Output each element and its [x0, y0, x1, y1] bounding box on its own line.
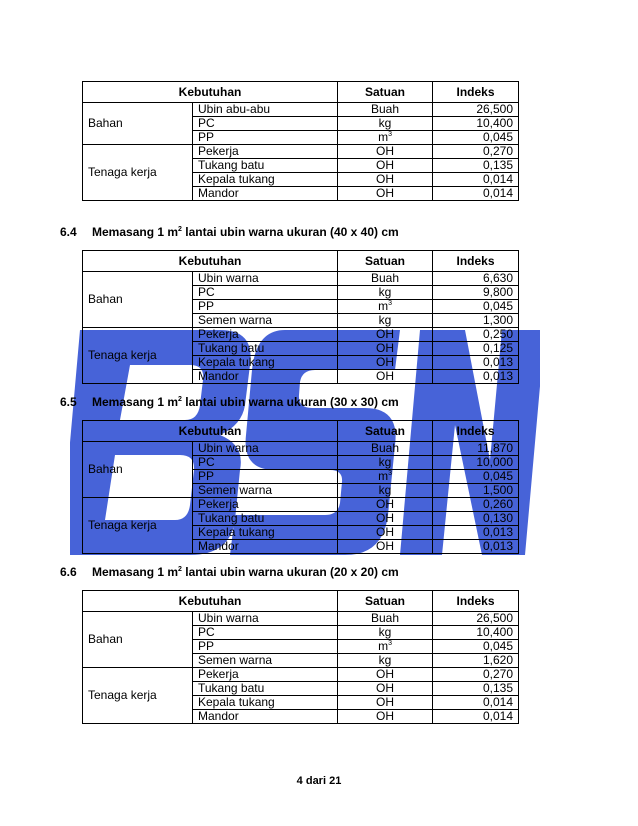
unit-text: OH: [376, 681, 395, 695]
item-index: 0,250: [433, 328, 519, 342]
section-title-sup: 2: [178, 226, 182, 233]
item-unit: [338, 640, 433, 654]
item-index: 0,014: [433, 710, 519, 724]
section-number: 6.4: [60, 225, 77, 239]
unit-text: Buah: [371, 611, 400, 625]
item-name: Kepala tukang: [193, 526, 338, 540]
header-satuan: Satuan: [338, 82, 433, 103]
item-index: 0,014: [433, 187, 519, 201]
table-row: [83, 442, 519, 456]
item-name: PC: [193, 286, 338, 300]
header-kebutuhan: Kebutuhan: [83, 421, 338, 442]
item-unit: [338, 498, 433, 512]
item-index: 9,800: [433, 286, 519, 300]
requirement-table-20x20: [82, 590, 519, 724]
requirement-table-30x30: [82, 420, 519, 554]
item-name: Mandor: [193, 710, 338, 724]
section-title-post: lantai ubin warna ukuran (40 x 40) cm: [181, 225, 399, 239]
unit-text: OH: [376, 158, 395, 172]
item-name: Pekerja: [193, 328, 338, 342]
page-number: 4 dari 21: [296, 775, 342, 787]
item-index: 0,260: [433, 498, 519, 512]
item-name: Tukang batu: [193, 512, 338, 526]
table-header-row: [83, 82, 519, 103]
requirement-table-40x40: [82, 250, 519, 384]
item-name: Kepala tukang: [193, 696, 338, 710]
header-satuan: Satuan: [338, 421, 433, 442]
unit-superscript: 3: [388, 470, 392, 477]
item-unit: [338, 612, 433, 626]
item-name: Kepala tukang: [193, 356, 338, 370]
table-row: [83, 612, 519, 626]
item-name: Semen warna: [193, 654, 338, 668]
item-index: 0,013: [433, 526, 519, 540]
table-row: [83, 328, 519, 342]
header-satuan: Satuan: [338, 591, 433, 612]
item-index: 10,400: [433, 626, 519, 640]
unit-text: kg: [378, 653, 392, 667]
item-unit: [338, 540, 433, 554]
item-name: Ubin warna: [193, 612, 338, 626]
item-name: PC: [193, 456, 338, 470]
section-heading-6-4: [60, 225, 399, 239]
unit-text: Buah: [371, 441, 400, 455]
unit-text: OH: [376, 695, 395, 709]
category-tenaga-kerja: Tenaga kerja: [83, 145, 193, 201]
item-name: PC: [193, 117, 338, 131]
unit-text: Buah: [371, 102, 400, 116]
item-unit: [338, 272, 433, 286]
item-name: Mandor: [193, 370, 338, 384]
unit-text: OH: [376, 144, 395, 158]
category-bahan: Bahan: [83, 103, 193, 145]
item-unit: [338, 526, 433, 540]
item-index: 0,045: [433, 131, 519, 145]
item-name: Pekerja: [193, 498, 338, 512]
item-index: 0,014: [433, 173, 519, 187]
header-kebutuhan: Kebutuhan: [83, 251, 338, 272]
item-unit: [338, 314, 433, 328]
unit-superscript: 3: [388, 640, 392, 647]
item-index: 0,270: [433, 668, 519, 682]
header-indeks: Indeks: [433, 251, 519, 272]
item-unit: [338, 173, 433, 187]
item-unit: [338, 117, 433, 131]
unit-text: kg: [378, 625, 392, 639]
item-name: Pekerja: [193, 145, 338, 159]
item-unit: [338, 682, 433, 696]
item-index: 0,013: [433, 370, 519, 384]
category-bahan: Bahan: [83, 272, 193, 328]
item-name: Ubin warna: [193, 272, 338, 286]
unit-text: m: [378, 130, 389, 144]
category-tenaga-kerja: Tenaga kerja: [83, 498, 193, 554]
unit-text: OH: [376, 539, 395, 553]
section-title-pre: Memasang 1 m: [92, 225, 179, 239]
item-unit: [338, 328, 433, 342]
unit-text: OH: [376, 369, 395, 383]
item-name: Semen warna: [193, 314, 338, 328]
item-index: 6,630: [433, 272, 519, 286]
item-index: 0,013: [433, 356, 519, 370]
header-satuan: Satuan: [338, 251, 433, 272]
unit-text: OH: [376, 525, 395, 539]
item-name: Tukang batu: [193, 682, 338, 696]
item-name: Ubin abu-abu: [193, 103, 338, 117]
item-index: 0,045: [433, 300, 519, 314]
unit-text: OH: [376, 327, 395, 341]
header-kebutuhan: Kebutuhan: [83, 82, 338, 103]
item-index: 0,135: [433, 159, 519, 173]
unit-text: OH: [376, 667, 395, 681]
item-unit: [338, 159, 433, 173]
item-unit: [338, 442, 433, 456]
unit-text: m: [378, 639, 389, 653]
section-title-pre: Memasang 1 m: [92, 395, 179, 409]
header-kebutuhan: Kebutuhan: [83, 591, 338, 612]
item-unit: [338, 356, 433, 370]
item-name: Tukang batu: [193, 342, 338, 356]
unit-text: OH: [376, 355, 395, 369]
table-header-row: [83, 591, 519, 612]
section-title-sup: 2: [178, 566, 182, 573]
item-index: 1,620: [433, 654, 519, 668]
table-header-row: [83, 251, 519, 272]
item-index: 0,135: [433, 682, 519, 696]
item-index: 10,000: [433, 456, 519, 470]
item-unit: [338, 654, 433, 668]
item-index: 1,500: [433, 484, 519, 498]
item-unit: [338, 696, 433, 710]
category-tenaga-kerja: Tenaga kerja: [83, 668, 193, 724]
item-unit: [338, 456, 433, 470]
item-index: 0,045: [433, 470, 519, 484]
item-index: 10,400: [433, 117, 519, 131]
item-name: PC: [193, 626, 338, 640]
section-title-post: lantai ubin warna ukuran (30 x 30) cm: [181, 395, 399, 409]
table-row: [83, 145, 519, 159]
category-tenaga-kerja: Tenaga kerja: [83, 328, 193, 384]
item-name: PP: [193, 640, 338, 654]
item-unit: [338, 300, 433, 314]
table-row: [83, 668, 519, 682]
item-unit: [338, 512, 433, 526]
unit-text: OH: [376, 186, 395, 200]
item-name: PP: [193, 470, 338, 484]
unit-superscript: 3: [388, 131, 392, 138]
unit-text: OH: [376, 709, 395, 723]
unit-text: Buah: [371, 271, 400, 285]
item-index: 1,300: [433, 314, 519, 328]
item-unit: [338, 187, 433, 201]
item-index: 11,870: [433, 442, 519, 456]
header-indeks: Indeks: [433, 421, 519, 442]
item-name: Semen warna: [193, 484, 338, 498]
section-number: 6.6: [60, 565, 77, 579]
section-number: 6.5: [60, 395, 77, 409]
item-name: Ubin warna: [193, 442, 338, 456]
item-index: 0,014: [433, 696, 519, 710]
item-index: 0,045: [433, 640, 519, 654]
item-unit: [338, 484, 433, 498]
unit-text: OH: [376, 497, 395, 511]
item-unit: [338, 626, 433, 640]
item-unit: [338, 710, 433, 724]
table-header-row: [83, 421, 519, 442]
item-unit: [338, 470, 433, 484]
item-index: 0,270: [433, 145, 519, 159]
section-title-post: lantai ubin warna ukuran (20 x 20) cm: [181, 565, 399, 579]
item-name: Tukang batu: [193, 159, 338, 173]
header-indeks: Indeks: [433, 82, 519, 103]
item-index: 26,500: [433, 612, 519, 626]
category-bahan: Bahan: [83, 442, 193, 498]
unit-text: kg: [378, 455, 392, 469]
table-row: [83, 103, 519, 117]
unit-text: kg: [378, 285, 392, 299]
section-title-sup: 2: [178, 396, 182, 403]
item-unit: [338, 342, 433, 356]
section-heading-6-5: [60, 395, 399, 409]
item-index: 0,130: [433, 512, 519, 526]
item-unit: [338, 145, 433, 159]
item-index: 26,500: [433, 103, 519, 117]
table-row: [83, 498, 519, 512]
item-unit: [338, 286, 433, 300]
unit-text: kg: [378, 313, 392, 327]
item-name: Pekerja: [193, 668, 338, 682]
table-row: [83, 272, 519, 286]
item-name: Mandor: [193, 187, 338, 201]
unit-text: OH: [376, 341, 395, 355]
item-name: PP: [193, 300, 338, 314]
section-title-pre: Memasang 1 m: [92, 565, 179, 579]
item-index: 0,125: [433, 342, 519, 356]
item-name: Mandor: [193, 540, 338, 554]
header-indeks: Indeks: [433, 591, 519, 612]
item-unit: [338, 103, 433, 117]
unit-text: m: [378, 469, 389, 483]
item-name: PP: [193, 131, 338, 145]
item-unit: [338, 131, 433, 145]
unit-text: OH: [376, 172, 395, 186]
section-heading-6-6: [60, 565, 399, 579]
item-unit: [338, 668, 433, 682]
unit-text: m: [378, 299, 389, 313]
unit-superscript: 3: [388, 300, 392, 307]
item-unit: [338, 370, 433, 384]
requirement-table-ubin-abu: [82, 81, 519, 201]
category-bahan: Bahan: [83, 612, 193, 668]
unit-text: OH: [376, 511, 395, 525]
unit-text: kg: [378, 483, 392, 497]
unit-text: kg: [378, 116, 392, 130]
item-index: 0,013: [433, 540, 519, 554]
item-name: Kepala tukang: [193, 173, 338, 187]
